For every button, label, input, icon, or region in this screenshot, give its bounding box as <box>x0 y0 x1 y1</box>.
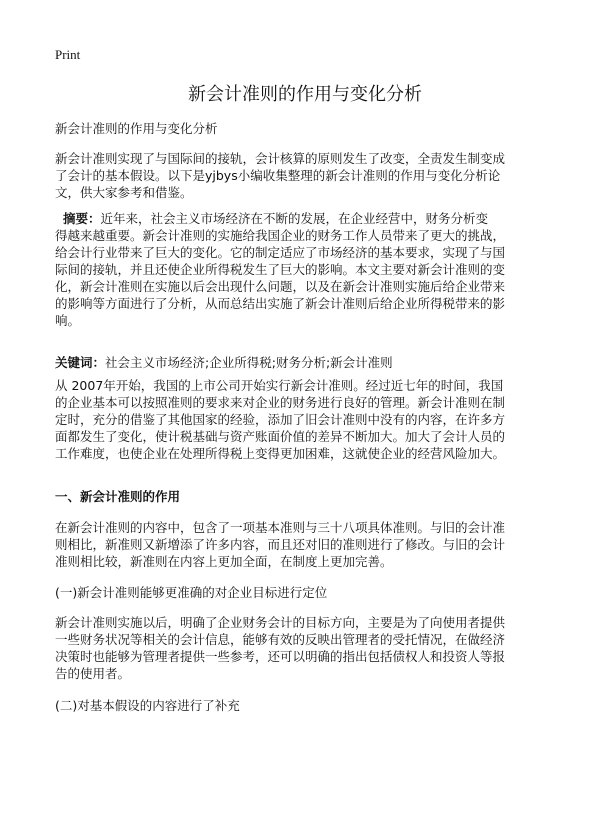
print-link[interactable]: Print <box>55 47 81 62</box>
text-line: 面都发生了变化，使计税基础与资产账面价值的差异不断加大。加大了会计人员的 <box>55 429 506 444</box>
text-line: 的影响等方面进行了分析，从而总结出实施了新会计准则后给企业所得税带来的影 <box>55 296 506 311</box>
sub1-paragraph <box>55 614 565 682</box>
text-line: 际间的接轨，并且还使企业所得税发生了巨大的影响。本文主要对新会计准则的变 <box>55 262 506 277</box>
text-line: 新会计准则实施以后，明确了企业财务会计的目标方向，主要是为了向使用者提供 <box>55 615 506 630</box>
text-line: 得越来越重要。新会计准则的实施给我国企业的财务工作人员带来了更大的挑战， <box>55 228 506 243</box>
text-line: 给会计行业带来了巨大的变化。它的制定适应了市场经济的基本要求，实现了与国 <box>55 245 506 260</box>
subtitle: 新会计准则的作用与变化分析 <box>55 121 218 136</box>
text-line: 响。 <box>55 313 81 328</box>
text-line: 工作难度，也使企业在处理所得税上变得更加困难，这就使企业的经营风险加大。 <box>55 446 506 461</box>
abstract-label: 摘要： <box>62 211 101 226</box>
sub2-heading: (二)对基本假设的内容进行了补充 <box>55 698 240 713</box>
paragraph-2007 <box>55 377 565 462</box>
intro-paragraph <box>55 150 565 201</box>
text-line: 文，供大家参考和借鉴。 <box>55 185 193 200</box>
text-line: 化，新会计准则在实施以后会出现什么问题，以及在新会计准则实施后给企业带来 <box>55 279 506 294</box>
text-line: 了会计的基本假设。以下是yjbys小编收集整理的新会计准则的作用与变化分析论 <box>55 168 501 183</box>
text-line: 近年来，社会主义市场经济在不断的发展，在企业经营中，财务分析变 <box>100 211 488 226</box>
text-line: 的企业基本可以按照准则的要求来对企业的财务进行良好的管理。新会计准则在制 <box>55 395 506 410</box>
keywords-line <box>55 354 565 371</box>
text-line: 则相比，新准则又新增添了许多内容，而且还对旧的准则进行了修改。与旧的会计 <box>55 537 506 552</box>
text-line: 新会计准则实现了与国际间的接轨，会计核算的原则发生了改变，全责发生制变成 <box>55 151 506 166</box>
text-line: 一些财务状况等相关的会计信息，能够有效的反映出管理者的受托情况，在做经济 <box>55 632 506 647</box>
keywords-text: 社会主义市场经济;企业所得税;财务分析;新会计准则 <box>105 355 393 370</box>
section1-paragraph <box>55 519 565 570</box>
text-line: 决策时也能够为管理者提供一些参考，还可以明确的指出包括债权人和投资人等报 <box>55 649 506 664</box>
text-line: 告的使用者。 <box>55 666 131 681</box>
keywords-label: 关键词： <box>55 355 106 370</box>
sub1-heading: (一)新会计准则能够更准确的对企业目标进行定位 <box>55 585 328 600</box>
text-line: 准则相比较，新准则在内容上更加全面，在制度上更加完善。 <box>55 554 393 569</box>
page-title: 新会计准则的作用与变化分析 <box>188 84 422 105</box>
abstract-paragraph <box>55 210 565 329</box>
text-line: 从 2007年开始，我国的上市公司开始实行新会计准则。经过近七年的时间，我国 <box>55 378 504 393</box>
text-line: 定时，充分的借鉴了其他国家的经验，添加了旧会计准则中没有的内容，在许多方 <box>55 412 506 427</box>
text-line: 在新会计准则的内容中，包含了一项基本准则与三十八项具体准则。与旧的会计准 <box>55 520 506 535</box>
section1-heading: 一、新会计准则的作用 <box>55 489 181 504</box>
